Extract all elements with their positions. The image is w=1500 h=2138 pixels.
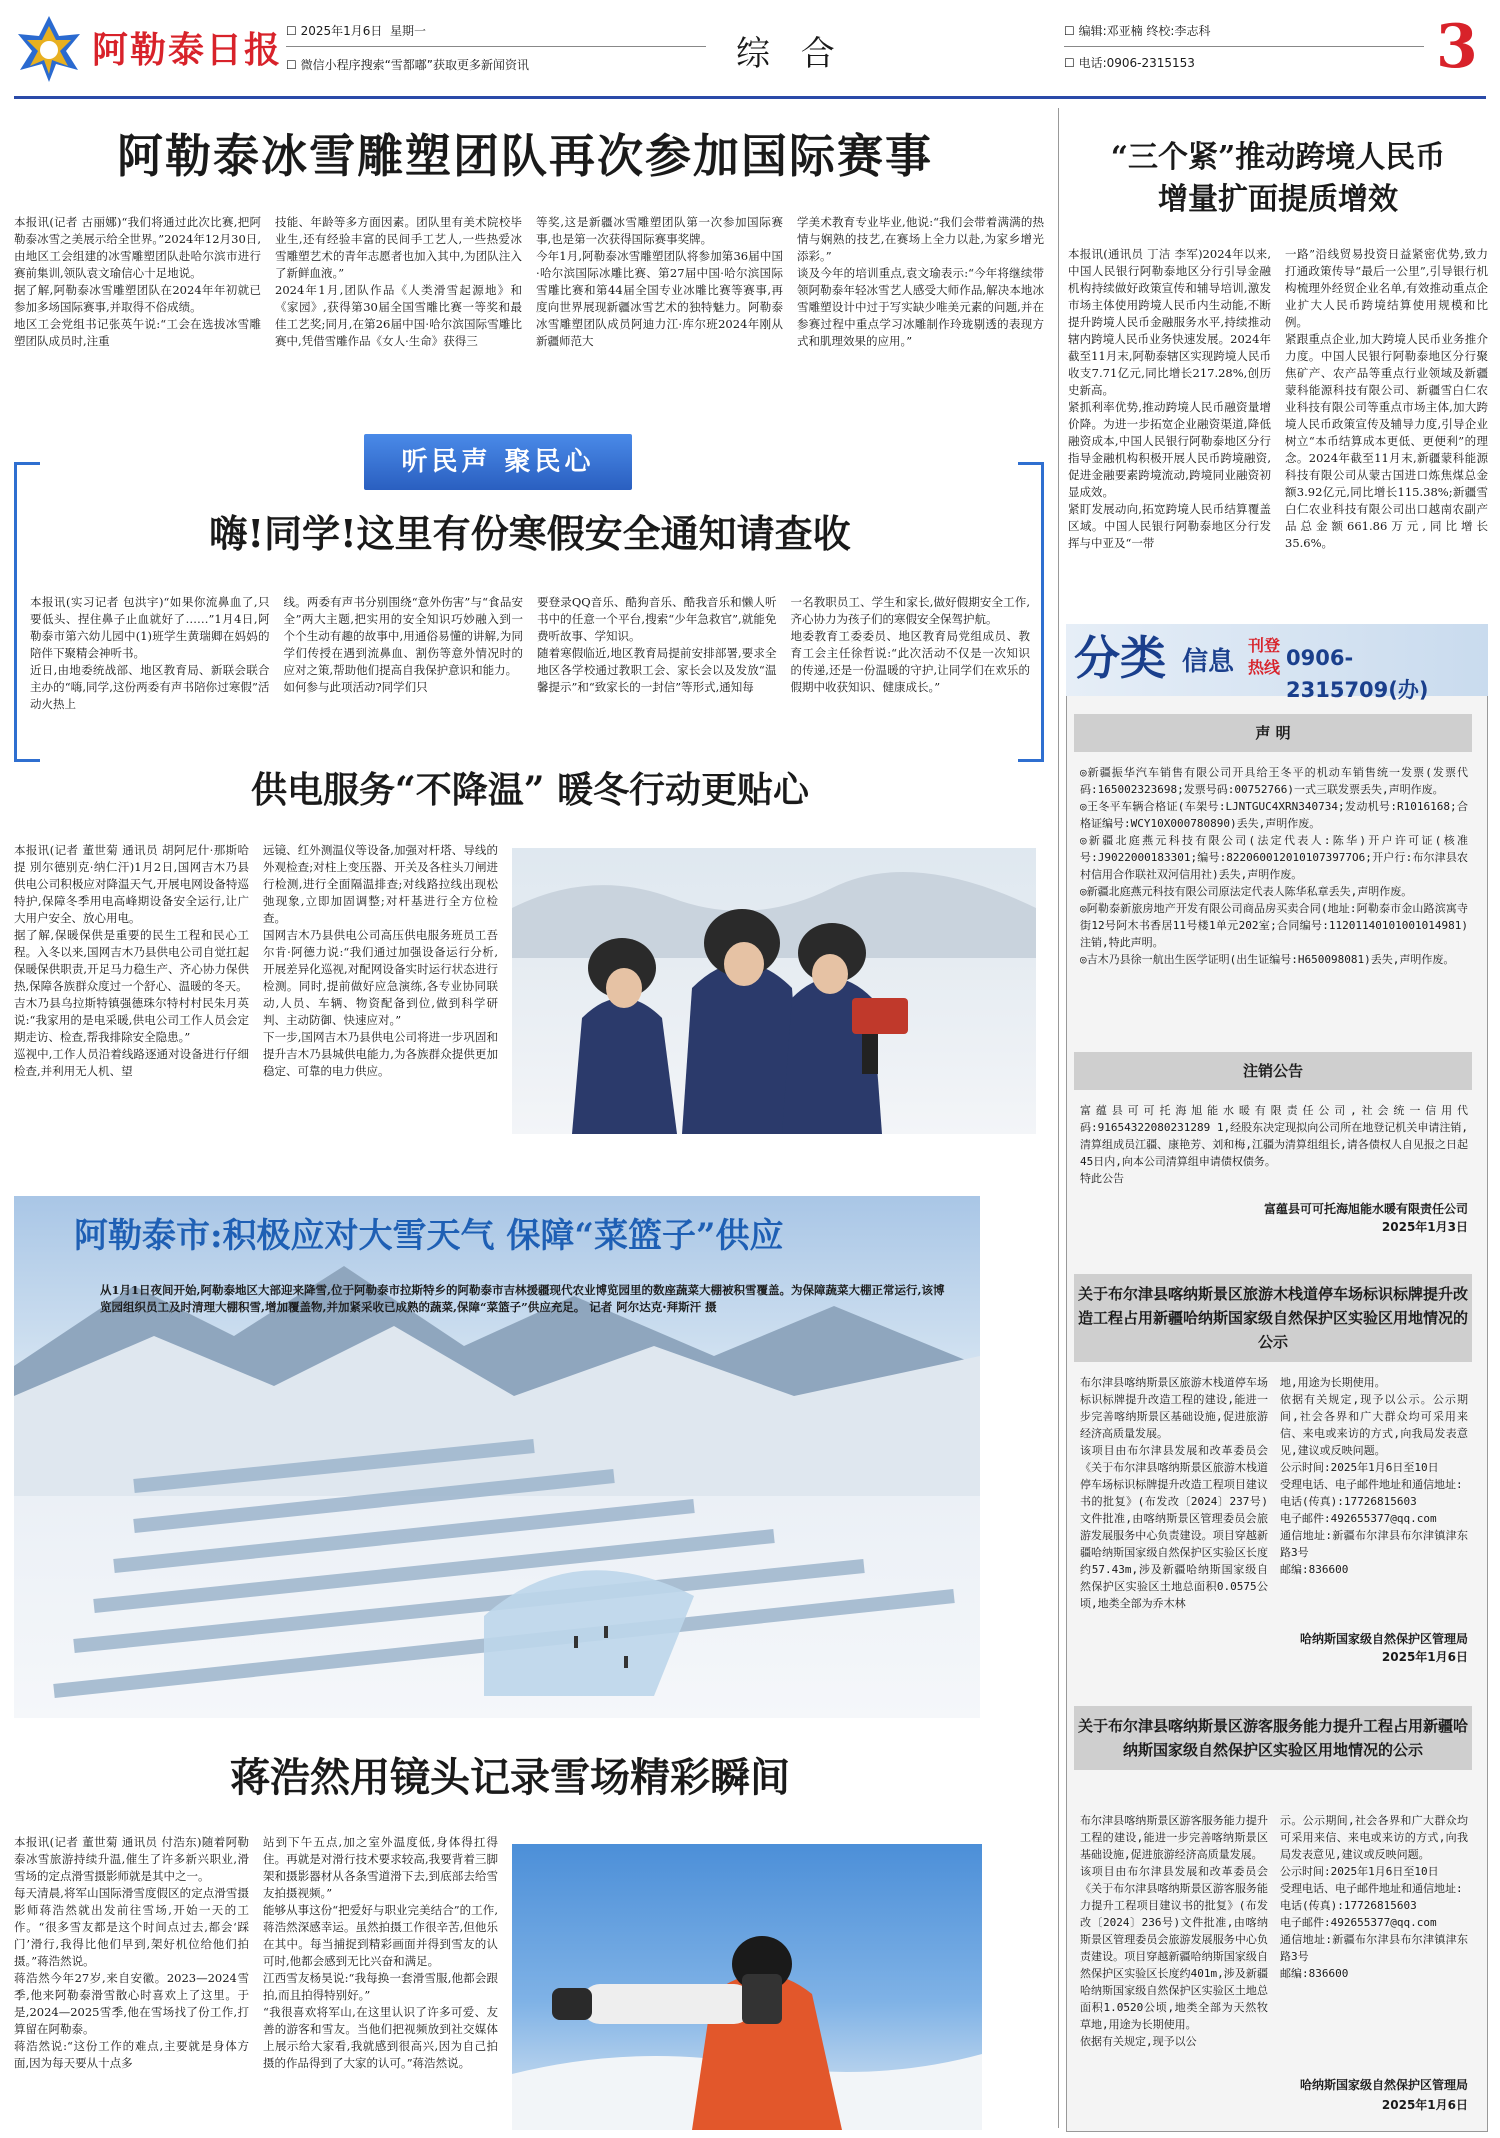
article-photographer-body: [14, 1834, 498, 2128]
issue-date: 2025年1月6日: [300, 24, 383, 38]
wechat-line: [286, 56, 529, 73]
article-column: 本报讯(实习记者 包洪宇)“如果你流鼻血了,只要低头、捏住鼻子止血就好了……”1月4日,阿勒泰市第六幼儿园中(1)班学生黄瑞卿在妈妈的陪伴下聚精会神听书。 近日,由地委统战部、地区教育局、新联会联合主办的“嗨,同学,这份两委有声书陪你过寒假”活动火热上: [30, 595, 270, 711]
photo-caption-text: 从1月1日夜间开始,阿勒泰地区大部迎来降雪,位于阿勒泰市拉斯特乡的阿勒泰市吉林援疆现代农业博览园里的数座蔬菜大棚被积雪覆盖。为保障蔬菜大棚正常运行,该博览园组织员工及时清理大棚积雪,增加覆盖物,并加紧采收已成熟的蔬菜,保障“菜篮子”供应充足。: [100, 1283, 945, 1314]
issue-date-line: [286, 22, 426, 39]
column-banner: 听民声 聚民心: [364, 434, 632, 490]
article-column: 本报讯(记者 古丽娜)“我们将通过此次比赛,把阿勒泰冰雪之美展示给全世界。”2024年12月30日,由地区工会组建的冰雪雕塑团队赴哈尔滨市进行赛前集训,领队袁文瑜信心十足地说。 据了解,阿勒泰冰雪雕塑团队在2024年年初就已参加多场国际赛事,并取得不俗成绩。 地区工会党组书记张英午说:“工会在选拔冰雪雕塑团队成员时,注重: [14, 215, 261, 348]
checkbox-icon: ☐: [1064, 56, 1079, 70]
masthead: [0, 0, 1500, 100]
right-column-divider: [1058, 108, 1059, 2128]
hotline-label-1: 刊登: [1248, 636, 1281, 655]
notice-visitor-service-title: 关于布尔津县喀纳斯景区游客服务能力提升工程占用新疆哈纳斯国家级自然保护区实验区用地情况的公示: [1074, 1706, 1472, 1770]
phone-line: [1064, 54, 1195, 71]
notice-deregistration-date: 2025年1月3日: [1381, 1220, 1468, 1234]
editor-phone: 电话:0906-2315153: [1078, 56, 1195, 70]
article-column: 等奖,这是新疆冰雪雕塑团队第一次参加国际赛事,也是第一次获得国际赛事奖牌。 今年1月,阿勒泰冰雪雕塑团队将参加第36届中国·哈尔滨国际冰雕比赛、第27届中国·哈尔滨国际雪雕比赛和第44届全国专业冰雕比赛等赛事,再度向世界展现新疆冰雪艺术的独特魅力。阿勒泰冰雪雕塑团队成员阿迪力江·库尔班2024年刚从新疆师范大: [536, 215, 783, 348]
article-column: 站到下午五点,加之室外温度低,身体得扛得住。再就是对滑行技术要求较高,我要背着三脚架和摄影器材从各条雪道滑下去,到底部去给雪友拍摄视频。” 能够从事这份“把爱好与职业完美结合”的工作,蒋浩然深感幸运。虽然拍摄工作很辛苦,但他乐在其中。每当捕捉到精彩画面并得到雪友的认可时,他都会感到无比兴奋和满足。 江西雪友杨昊说:“我每换一套滑雪服,他都会跟拍,而且拍得特别好。” “我很喜欢将军山,在这里认识了许多可爱、友善的游客和雪友。当他们把视频放到社交媒体上展示给大家看,我就感到很高兴,因为自己拍摄的作品得到了大家的认可。”蒋浩然说。: [263, 1835, 498, 2070]
article-ice-sculpture-title: 阿勒泰冰雪雕塑团队再次参加国际赛事: [117, 129, 933, 183]
notice-boardwalk-body: [1080, 1374, 1468, 1624]
notice-column: 示。公示期间,社会各界和广大群众均可采用来信、来电或来访的方式,向我局发表意见,建议或反映问题。 公示时间:2025年1月6日至10日 受理电话、电子邮件地址和通信地址: 电话(传真):17726815603 电子邮件:492655377@qq.com 通信地址:新疆布尔津县布尔津镇津东路3号 邮编:836600: [1280, 1814, 1468, 1980]
article-column: 本报讯(通讯员 丁洁 李军)2024年以来,中国人民银行阿勒泰地区分行引导金融机构持续做好政策宣传和辅导培训,激发市场主体使用跨境人民币内生动能,不断提升跨境人民币金融服务水平,持续推动辖内跨境人民币业务快速发展。2024年截至11月末,阿勒泰辖区实现跨境人民币收支7.71亿元,同比增长217.28%,创历史新高。 紧抓利率优势,推动跨境人民币融资量增价降。为进一步拓宽企业融资渠道,降低融资成本,中国人民银行阿勒泰地区分行指导金融机构积极开展人民币跨境融资,促进金融要素跨境流动,跨境同业融资初显成效。 紧盯发展动向,拓宽跨境人民币结算覆盖区域。中国人民银行阿勒泰地区分行发挥与中亚及“一带: [1068, 247, 1271, 550]
notice-boardwalk-signer: 哈纳斯国家级自然保护区管理局: [1299, 1632, 1468, 1646]
bracket-top-left: [14, 462, 40, 465]
article-column: 学美术教育专业毕业,他说:“我们会带着满满的热情与娴熟的技艺,在赛场上全力以赴,为家乡增光添彩。” 谈及今年的培训重点,袁文瑜表示:“今年将继续带领阿勒泰年轻冰雪艺人感受大师作品,解决本地冰雪雕塑设计中过于写实缺少唯美元素的问题,并在参赛过程中重点学习冰雕制作玲珑剔透的表现方式和肌理效果的应用。”: [797, 215, 1044, 348]
article-photographer-title: 蒋浩然用镜头记录雪场精彩瞬间: [230, 1754, 790, 1801]
section-divider-left: [286, 46, 706, 47]
notice-boardwalk-date: 2025年1月6日: [1381, 1650, 1468, 1664]
editor-credit: 编辑:邓亚楠 终校:李志科: [1078, 24, 1211, 38]
article-rmb-title-line2: 增量扩面提质增效: [1158, 182, 1398, 217]
article-winter-safety-body: [30, 594, 1030, 754]
photographer-illustration: [512, 1844, 982, 2130]
notice-declaration-title: 声 明: [1074, 714, 1472, 752]
article-column: 线。两委有声书分别围绕“意外伤害”与“食品安全”两大主题,把实用的安全知识巧妙融入到一个个生动有趣的故事中,用通俗易懂的讲解,为同学们传授在遇到流鼻血、割伤等意外情况时的应对之策,帮助他们提高自我保护意识和能力。 如何参与此项活动?同学们只: [283, 595, 523, 694]
bracket-top-right: [1018, 462, 1044, 465]
paper-logo-icon: [14, 14, 84, 84]
notice-visitor-service-date: 2025年1月6日: [1381, 2098, 1468, 2112]
article-winter-safety-title: 嗨!同学!这里有份寒假安全通知请查收: [209, 511, 851, 556]
bracket-bottom-left: [14, 759, 40, 762]
photo-feature-title: 阿勒泰市:积极应对大雪天气 保障“菜篮子”供应: [74, 1216, 784, 1256]
bracket-bottom-right: [1018, 759, 1044, 762]
section-divider-right: [1064, 46, 1424, 47]
notice-column: 布尔津县喀纳斯景区旅游木栈道停车场标识标牌提升改造工程的建设,能进一步完善喀纳斯景区基础设施,促进旅游经济高质量发展。 该项目由布尔津县发展和改革委员会《关于布尔津县喀纳斯景区旅游木栈道停车场标识标牌提升改造工程项目建议书的批复》(布发改〔2024〕237号)文件批准,由喀纳斯景区管理委员会旅游发展服务中心负责建设。项目穿越新疆哈纳斯国家级自然保护区实验区长度约57.43m,涉及新疆哈纳斯国家级自然保护区实验区土地总面积0.0575公顷,地类全部为乔木林: [1080, 1376, 1268, 1610]
hotline-number: 0906-2315709(办): [1286, 646, 1429, 702]
checkbox-icon: ☐: [286, 24, 301, 38]
article-column: 要登录QQ音乐、酷狗音乐、酷我音乐和懒人听书中的任意一个平台,搜索“少年急救官”,就能免费听故事、学知识。 随着寒假临近,地区教育局提前安排部署,要求全地区各学校通过教职工会、家长会以及发放“温馨提示”和“致家长的一封信”等形式,通知每: [537, 595, 777, 694]
article-column: 本报讯(记者 董世菊 通讯员 付浩东)随着阿勒泰冰雪旅游持续升温,催生了许多新兴职业,滑雪场的定点滑雪摄影师就是其中之一。 每天清晨,将军山国际滑雪度假区的定点滑雪摄影师蒋浩然就出发前往雪场,开始一天的工作。“很多雪友都是这个时间点过去,都会‘踩门’滑行,我得比他们早到,架好机位给他们拍摄。”蒋浩然说。 蒋浩然今年27岁,来自安徽。2023—2024雪季,他来阿勒泰滑雪散心时喜欢上了这里。于是,2024—2025雪季,他在雪场找了份工作,打算留在阿勒泰。 蒋浩然说:“这份工作的难点,主要就是身体方面,因为每天要从十点多: [14, 1835, 249, 2070]
article-power-service-title: 供电服务“不降温” 暖冬行动更贴心: [251, 769, 809, 811]
classifieds-big-label: 分类: [1074, 631, 1166, 685]
checkbox-icon: ☐: [286, 58, 301, 72]
power-workers-illustration: [512, 848, 1036, 1134]
photographer-photo: [512, 1844, 982, 2130]
article-column: 远镜、红外测温仪等设备,加强对杆塔、导线的外观检查;对柱上变压器、开关及各柱头刀闸进行检测,进行全面隔温排查;对线路拉线出现松弛现象,立即加固调整;对杆基进行全方位检查。 国网吉木乃县供电公司高压供电服务班员工吾尔肯·阿德力说:“我们通过加强设备运行分析,开展差异化巡视,对配网设备实时运行状态进行检测。同时,提前做好应急演练,各专业协同联动,人员、车辆、物资配备到位,做到科学研判、主动防御、快速应对。” 下一步,国网吉木乃县供电公司将进一步巩固和提升吉木乃县城供电能力,为各族群众提供更加稳定、可靠的电力供应。: [263, 843, 498, 1078]
power-workers-photo: [512, 848, 1036, 1134]
article-column: 一名教职员工、学生和家长,做好假期安全工作,齐心协力为孩子们的寒假安全保驾护航。 地委教育工委委员、地区教育局党组成员、教育工会主任徐哲说:“此次活动不仅是一次知识的传递,还是一份温暖的守护,让同学们在欢乐的假期中收获知识、健康成长。”: [790, 595, 1030, 694]
notice-visitor-service-signer: 哈纳斯国家级自然保护区管理局: [1299, 2078, 1468, 2092]
section-title: 综 合: [736, 34, 845, 74]
editor-line: [1064, 22, 1210, 39]
greenhouse-snow-photo: [14, 1196, 980, 1718]
notice-deregistration-title: 注销公告: [1074, 1052, 1472, 1090]
article-ice-sculpture-body: [14, 214, 1044, 432]
notice-declaration-body: ◎新疆振华汽车销售有限公司开具给王冬平的机动车销售统一发票(发票代码:165002323698;发票号码:00752766)一式三联发票丢失,声明作废。 ◎王冬平车辆合格证(车架号:LJNTGUC4XRN340734;发动机号:R1016168;合格证编号:WCY10X000780890)丢失,声明作废。 ◎新疆北庭燕元科技有限公司(法定代表人:陈华)开户许可证(核准号:J9022000183301;编号:8220600120101073977O6;开户行:布尔津县农村信用合作联社双河信用社)丢失,声明作废。 ◎新疆北庭燕元科技有限公司原法定代表人陈华私章丢失,声明作废。 ◎阿勒泰新旅房地产开发有限公司商品房买卖合同(地址:阿勒泰市金山路滨寓寺街12号阿木书香居11号楼1单元202室;合同编号:11201140101001014981)注销,特此声明。 ◎吉木乃县徐一航出生医学证明(出生证编号:H650098081)丢失,声明作废。: [1080, 766, 1468, 966]
classifieds-small-label: 信息: [1182, 647, 1235, 677]
hotline-label-2: 热线: [1248, 658, 1281, 677]
article-rmb-body: [1068, 246, 1488, 616]
photo-feature-caption: [100, 1282, 950, 1316]
notice-visitor-service-body: [1080, 1812, 1468, 2070]
checkbox-icon: ☐: [1064, 24, 1079, 38]
issue-weekday: 星期一: [390, 24, 427, 38]
masthead-divider: [14, 96, 1486, 99]
notice-deregistration-body: 富蕴县可可托海旭能水暖有限责任公司,社会统一信用代码:91654322080231289 1,经股东决定现拟向公司所在地登记机关申请注销,清算组成员江疆、康艳芳、刘和梅,江疆为清算组组长,请各债权人自见报之日起45日内,向本公司清算组申请债权债务。 特此公告: [1080, 1104, 1468, 1185]
notice-column: 布尔津县喀纳斯景区游客服务能力提升工程的建设,能进一步完善喀纳斯景区基础设施,促进旅游经济高质量发展。 该项目由布尔津县发展和改革委员会《关于布尔津县喀纳斯景区游客服务能力提升工程项目建议书的批复》(布发改〔2024〕236号)文件批准,由喀纳斯景区管理委员会旅游发展服务中心负责建设。项目穿越新疆哈纳斯国家级自然保护区实验区长度约401m,涉及新疆哈纳斯国家级自然保护区实验区土地总面积1.0520公顷,地类全部为天然牧草地,用途为长期使用。 依据有关规定,现予以公: [1080, 1814, 1268, 2048]
article-rmb-title-line1: “三个紧”推动跨境人民币: [1110, 140, 1446, 175]
greenhouse-illustration: [14, 1196, 980, 1718]
notice-deregistration-signer: 富蕴县可可托海旭能水暖有限责任公司: [1263, 1202, 1468, 1216]
paper-name: 阿勒泰日报: [92, 29, 283, 71]
article-column: 本报讯(记者 董世菊 通讯员 胡阿尼什·那斯哈提 別尔德别克·纳仁汗)1月2日,国网吉木乃县供电公司积极应对降温天气,开展电网设备特巡特护,保障冬季用电高峰期设备安全运行,让广大用户安全、放心用电。 据了解,保暖保供是重要的民生工程和民心工程。入冬以来,国网吉木乃县供电公司自觉扛起保暖保供职责,开足马力稳生产、齐心协力保供热,保障各族群众度过一个舒心、温暖的冬天。 吉木乃县乌拉斯特镇强德珠尔特村村民朱月英说:“我家用的是电采暖,供电公司工作人员会定期走访、检查,帮我排除安全隐患。” 巡视中,工作人员沿着线路逐通对设备进行仔细检查,并利用无人机、望: [14, 843, 249, 1078]
article-column: 技能、年龄等多方面因素。团队里有美术院校毕业生,还有经验丰富的民间手工艺人,一些热爱冰雪雕塑艺术的青年志愿者也加入其中,为团队注入了新鲜血液。” 2024年1月,团队作品《人类滑雪起源地》和《家园》,获得第30届全国雪雕比赛一等奖和最佳工艺奖;同月,在第26届中国·哈尔滨国际雪雕比赛中,凭借雪雕作品《女人·生命》获得三: [275, 215, 522, 348]
notice-column: 地,用途为长期使用。 依据有关规定,现予以公示。公示期间,社会各界和广大群众均可采用来信、来电或来访的方式,向我局发表意见,建议或反映问题。 公示时间:2025年1月6日至10日 受理电话、电子邮件地址和通信地址: 电话(传真):17726815603 电子邮件:492655377@qq.com 通信地址:新疆布尔津县布尔津镇津东路3号 邮编:836600: [1280, 1376, 1468, 1576]
page-number: 3: [1436, 12, 1478, 82]
article-power-service-body: [14, 842, 498, 1142]
classifieds-header: [1066, 624, 1488, 702]
wechat-note: 微信小程序搜索“雪都嘟”获取更多新闻资讯: [300, 58, 530, 72]
notice-boardwalk-title: 关于布尔津县喀纳斯景区旅游木栈道停车场标识标牌提升改造工程占用新疆哈纳斯国家级自然保护区实验区用地情况的公示: [1074, 1274, 1472, 1362]
article-column: 一路”沿线贸易投资日益紧密优势,致力打通政策传导“最后一公里”,引导银行机构梳理外经贸企业名单,有效推动重点企业扩大人民币跨境结算使用规模和比例。 紧跟重点企业,加大跨境人民币业务推介力度。中国人民银行阿勒泰地区分行聚焦矿产、农产品等重点行业领域及新疆蒙科能源科技有限公司、新疆雪白仁农业科技有限公司等重点市场主体,加大跨境人民币政策宣传及辅导力度,引导企业树立“本币结算成本更低、更便利”的理念。2024年截至11月末,新疆蒙科能源科技有限公司从蒙古国进口炼焦煤总金额3.92亿元,同比增长115.38%;新疆雪白仁农业科技有限公司出口越南农副产品总金额661.86万元,同比增长35.6%。: [1285, 247, 1488, 550]
photo-credit: 记者 阿尔达克·拜斯汗 摄: [589, 1300, 717, 1314]
